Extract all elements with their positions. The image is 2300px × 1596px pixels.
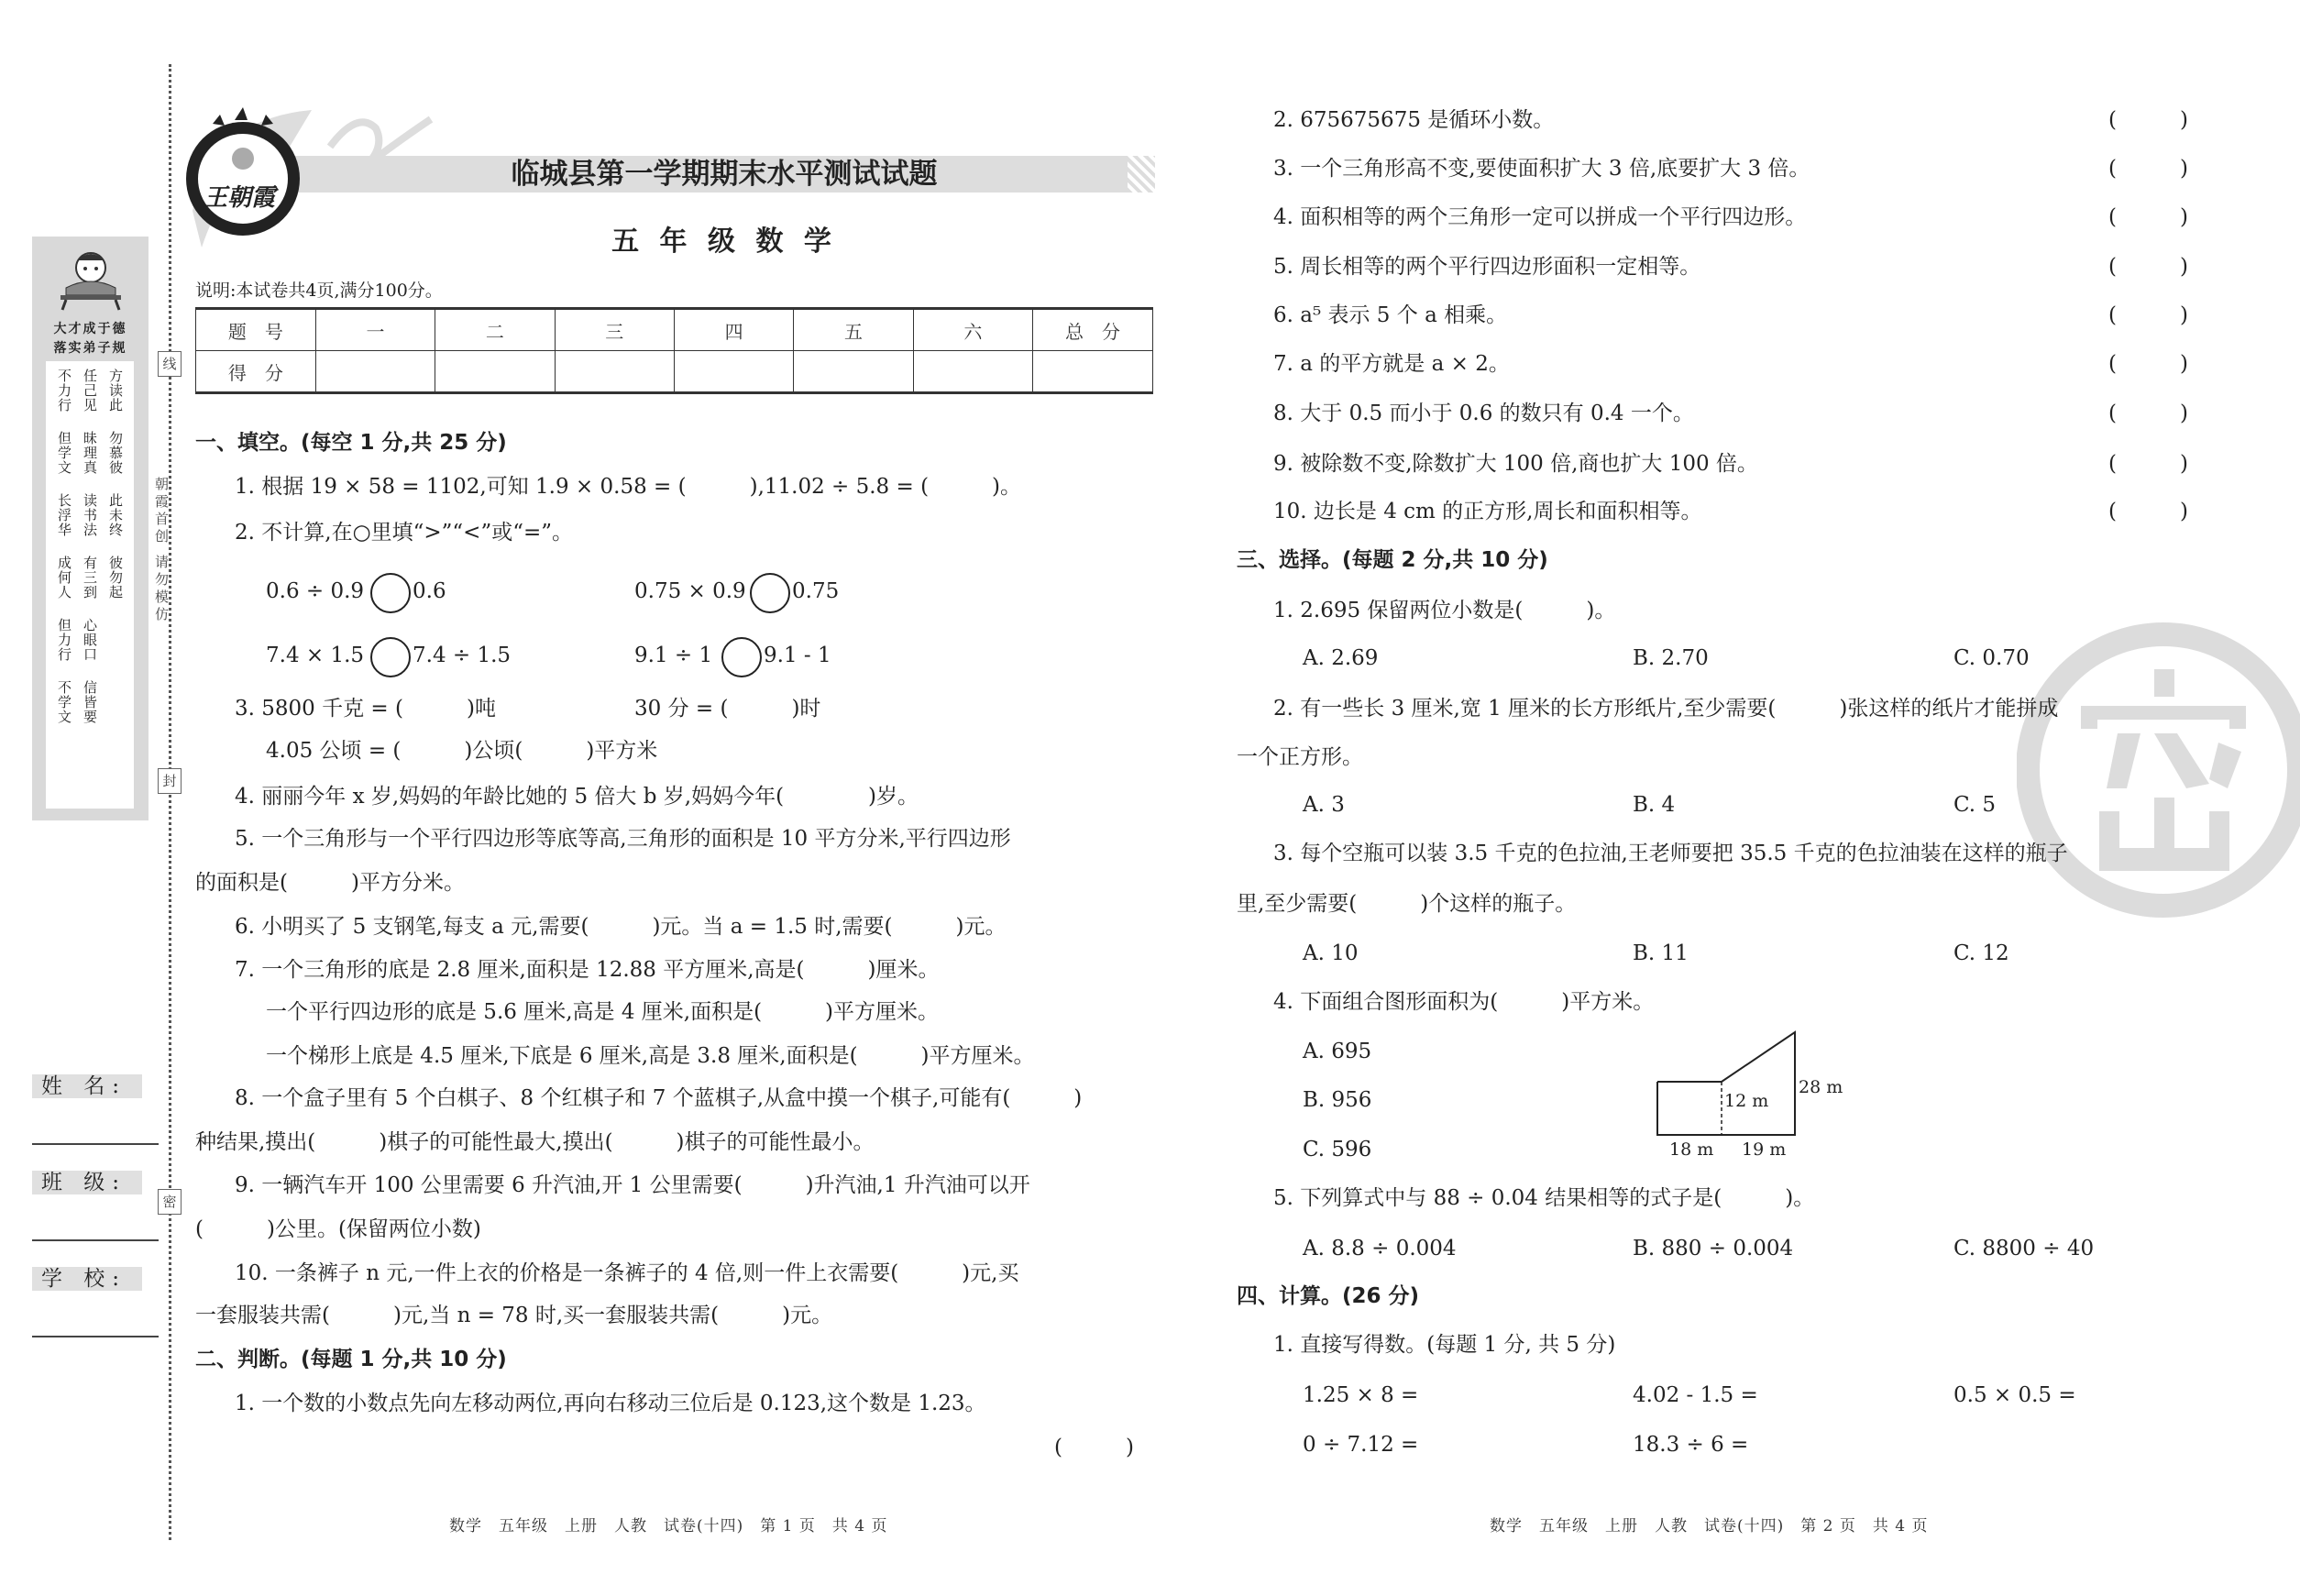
option-a[interactable]: A. 2.69 [1303,646,1379,670]
score-header: 三 [555,309,674,351]
compare-circle[interactable] [750,573,790,613]
cut-mark: 密 [158,1189,182,1215]
option-b[interactable]: B. 11 [1633,941,1689,965]
score-header: 五 [794,309,913,351]
option-c[interactable]: C. 0.70 [1953,646,2030,670]
compare-left: 9.1 ÷ 1 [634,644,713,667]
option-a[interactable]: A. 8.8 ÷ 0.004 [1303,1237,1457,1260]
motto-verse-column [108,618,123,667]
judge-item: 10. 边长是 4 cm 的正方形,周长和面积相等。 [1273,500,1702,523]
score-header: 六 [913,309,1032,351]
question-text: 的面积是( )平方分米。 [195,871,465,895]
motto-verse-column: 方读此 [107,369,124,413]
score-header: 一 [315,309,435,351]
answer-blank[interactable]: ( ) [2108,500,2188,523]
question-text: 3. 每个空瓶可以装 3.5 千克的色拉油,王老师要把 35.5 千克的色拉油装在这样的瓶子 [1273,842,2068,865]
question-text: 30 分 = ( )时 [634,697,821,721]
class-label: 班 级: [32,1171,142,1194]
motto-verse-group [46,369,134,418]
compare-right: 0.75 [792,579,840,603]
score-header: 题 号 [196,309,316,351]
motto-verse-column: 不学文 [56,680,72,724]
student-reading-icon [55,248,127,312]
cut-mark: 封 [158,768,182,794]
logo-text: 王朝霞 [204,184,276,212]
publisher-logo [183,105,303,243]
score-table [195,307,1153,394]
answer-blank[interactable]: ( ) [2108,157,2188,181]
compare-right: 7.4 ÷ 1.5 [413,644,512,667]
answer-blank[interactable]: ( ) [2108,402,2188,425]
question-text: 4.05 公顷 = ( )公顷( )平方米 [266,739,658,763]
score-cell[interactable] [1033,351,1153,393]
compare-left: 7.4 × 1.5 [266,644,365,667]
compare-circle[interactable] [370,573,411,613]
option-b[interactable]: B. 956 [1303,1088,1372,1112]
motto-verse-column: 有三到 [82,556,98,600]
question-text: 一个正方形。 [1237,745,1363,769]
motto-verse-column: 任己见 [82,369,98,413]
question-text: 10. 一条裤子 n 元,一件上衣的价格是一条裤子的 4 倍,则一件上衣需要( )元,买 [235,1261,1019,1285]
section-heading: 一、填空。(每空 1 分,共 25 分) [195,431,507,455]
question-text: 一个梯形上底是 4.5 厘米,下底是 6 厘米,高是 3.8 厘米,面积是( )平方厘米。 [266,1044,1035,1068]
compare-circle[interactable] [370,637,411,677]
calc-expression: 0 ÷ 7.12 = [1303,1433,1419,1457]
score-header: 二 [435,309,555,351]
score-cell[interactable] [913,351,1032,393]
option-a[interactable]: A. 3 [1303,793,1345,817]
question-text: 一套服装共需( )元,当 n = 78 时,买一套服装共需( )元。 [195,1304,833,1327]
motto-verse-column: 心眼口 [82,618,98,662]
motto-verse-column: 勿慕彼 [107,431,124,475]
exam-subtitle: 五 年 级 数 学 [611,226,837,258]
score-cell[interactable] [315,351,435,393]
question-text: 4. 下面组合图形面积为( )平方米。 [1273,990,1655,1014]
question-text: 1. 2.695 保留两位小数是( )。 [1273,599,1616,622]
score-header: 四 [674,309,793,351]
compare-right: 0.6 [413,579,446,603]
score-row-label: 得 分 [196,351,316,393]
cut-mark: 线 [158,351,182,377]
question-text: 一个平行四边形的底是 5.6 厘米,高是 4 厘米,面积是( )平方厘米。 [266,1000,940,1024]
answer-blank[interactable]: ( ) [2108,205,2188,229]
answer-blank[interactable]: ( ) [1054,1436,1134,1459]
motto-verse-column: 但力行 [56,618,72,662]
question-text: 9. 一辆汽车开 100 公里需要 6 升汽油,开 1 公里需要( )升汽油,1 升汽油可以开 [235,1173,1030,1197]
motto-line: 落实弟子规 [53,341,127,356]
banner-pattern [1128,156,1155,193]
answer-blank[interactable]: ( ) [2108,255,2188,279]
figure-label-18m: 18 m [1669,1139,1714,1160]
question-text: 2. 有一些长 3 厘米,宽 1 厘米的长方形纸片,至少需要( )张这样的纸片才能拼成 [1273,697,2059,721]
motto-verse-group [46,493,134,543]
motto-verse-column: 但学文 [56,431,72,475]
answer-blank[interactable]: ( ) [2108,303,2188,327]
judge-item: 8. 大于 0.5 而小于 0.6 的数只有 0.4 一个。 [1273,402,1694,425]
score-table-header-row [196,309,1153,351]
score-cell[interactable] [555,351,674,393]
motto-verse-column: 昧理真 [82,431,98,475]
judge-item: 2. 675675675 是循环小数。 [1273,108,1555,132]
option-c[interactable]: C. 12 [1953,941,2009,965]
question-text: 7. 一个三角形的底是 2.8 厘米,面积是 12.88 平方厘米,高是( )厘米。 [235,958,940,982]
question-text: 5. 一个三角形与一个平行四边形等底等高,三角形的面积是 10 平方分米,平行四边形 [235,827,1011,851]
figure-label-28m: 28 m [1799,1077,1843,1097]
motto-verse-column: 长浮华 [56,493,72,537]
school-label: 学 校: [32,1267,142,1291]
calc-expression: 1.25 × 8 = [1303,1383,1419,1407]
question-text: 4. 丽丽今年 x 岁,妈妈的年龄比她的 5 倍大 b 岁,妈妈今年( )岁。 [235,785,919,809]
page-footer: 数学 五年级 上册 人教 试卷(十四) 第 1 页 共 4 页 [449,1517,888,1535]
score-cell[interactable] [794,351,913,393]
question-text: 种结果,摸出( )棋子的可能性最大,摸出( )棋子的可能性最小。 [195,1130,875,1154]
class-input-line[interactable] [32,1239,159,1241]
motto-verse-column [108,680,123,730]
question-text: 3. 5800 千克 = ( )吨 [235,697,496,721]
section-heading: 三、选择。(每题 2 分,共 10 分) [1237,548,1548,572]
judge-item: 7. a 的平方就是 a × 2。 [1273,352,1510,376]
motto-verse-column: 信皆要 [82,680,98,724]
judge-item: 9. 被除数不变,除数扩大 100 倍,商也扩大 100 倍。 [1273,452,1758,476]
question-text: 2. 不计算,在○里填“>”“<”或“=”。 [235,521,573,545]
motto-verse-column: 此未终 [107,493,124,537]
motto-panel [32,237,149,820]
motto-verse-column: 读书法 [82,493,98,537]
motto-verses [46,361,134,809]
copyright-notice: 朝霞首创 请勿模仿 [153,477,170,624]
option-a[interactable]: A. 695 [1303,1040,1372,1063]
motto-verse-group [46,556,134,605]
section-heading: 四、计算。(26 分) [1237,1284,1420,1308]
option-c[interactable]: C. 596 [1303,1138,1372,1161]
question-text: 8. 一个盒子里有 5 个白棋子、8 个红棋子和 7 个蓝棋子,从盒中摸一个棋子,可能有( ) [235,1086,1083,1110]
question-text: 5. 下列算式中与 88 ÷ 0.04 结果相等的式子是( )。 [1273,1186,1815,1210]
calc-expression: 4.02 - 1.5 = [1633,1383,1758,1407]
watermark-glyph [2081,669,2246,871]
question-text: 1. 一个数的小数点先向左移动两位,再向右移动三位后是 0.123,这个数是 1.23。 [235,1392,986,1415]
compare-left: 0.75 × 0.9 [634,579,746,603]
figure-label-19m: 19 m [1742,1139,1787,1160]
watermark-seal [2017,614,2300,926]
calc-expression: 0.5 × 0.5 = [1953,1383,2076,1407]
question-text: 里,至少需要( )个这样的瓶子。 [1237,892,1577,916]
option-b[interactable]: B. 4 [1633,793,1676,817]
compare-circle[interactable] [721,637,762,677]
motto-verse-column: 不力行 [56,369,72,413]
score-table-score-row [196,351,1153,393]
option-c[interactable]: C. 5 [1953,793,1997,817]
judge-item: 3. 一个三角形高不变,要使面积扩大 3 倍,底要扩大 3 倍。 [1273,157,1810,181]
score-cell[interactable] [674,351,793,393]
judge-item: 5. 周长相等的两个平行四边形面积一定相等。 [1273,255,1701,279]
score-cell[interactable] [435,351,555,393]
motto-line: 大才成于德 [53,322,127,336]
question-text: ( )公里。(保留两位小数) [195,1217,481,1241]
question-text: 6. 小明买了 5 支钢笔,每支 a 元,需要( )元。当 a = 1.5 时,需要( )元。 [235,915,1007,939]
compare-left: 0.6 ÷ 0.9 [266,579,365,603]
page-footer: 数学 五年级 上册 人教 试卷(十四) 第 2 页 共 4 页 [1490,1517,1929,1535]
judge-item: 4. 面积相等的两个三角形一定可以拼成一个平行四边形。 [1273,205,1807,229]
motto-verse-column: 成何人 [56,556,72,600]
answer-blank[interactable]: ( ) [2108,452,2188,476]
option-c[interactable]: C. 8800 ÷ 40 [1953,1237,2095,1260]
question-text: 1. 直接写得数。(每题 1 分, 共 5 分) [1273,1333,1616,1357]
section-heading: 二、判断。(每题 1 分,共 10 分) [195,1348,507,1371]
score-header: 总 分 [1033,309,1153,351]
option-b[interactable]: B. 880 ÷ 0.004 [1633,1237,1794,1260]
question-text: 1. 根据 19 × 58 = 1102,可知 1.9 × 0.58 = ( ),11.02 ÷ 5.8 = ( )。 [235,475,1022,499]
answer-blank[interactable]: ( ) [2108,352,2188,376]
composite-figure [1650,1022,1815,1146]
motto-verse-group [46,618,134,667]
name-input-line[interactable] [32,1143,159,1145]
option-b[interactable]: B. 2.70 [1633,646,1709,670]
motto-verse-group [46,680,134,730]
compare-right: 9.1 - 1 [764,644,831,667]
exam-note: 说明:本试卷共4页,满分100分。 [195,281,443,301]
figure-label-12m: 12 m [1724,1091,1769,1111]
motto-verse-group [46,431,134,480]
option-a[interactable]: A. 10 [1303,941,1359,965]
cut-line [169,64,171,1540]
answer-blank[interactable]: ( ) [2108,108,2188,132]
judge-item: 6. a⁵ 表示 5 个 a 相乘。 [1273,303,1508,327]
motto-verse-column: 彼勿起 [107,556,124,600]
name-label: 姓 名: [32,1074,142,1098]
exam-title: 临城县第一学期期末水平测试试题 [511,158,938,191]
calc-expression: 18.3 ÷ 6 = [1633,1433,1749,1457]
school-input-line[interactable] [32,1336,159,1337]
